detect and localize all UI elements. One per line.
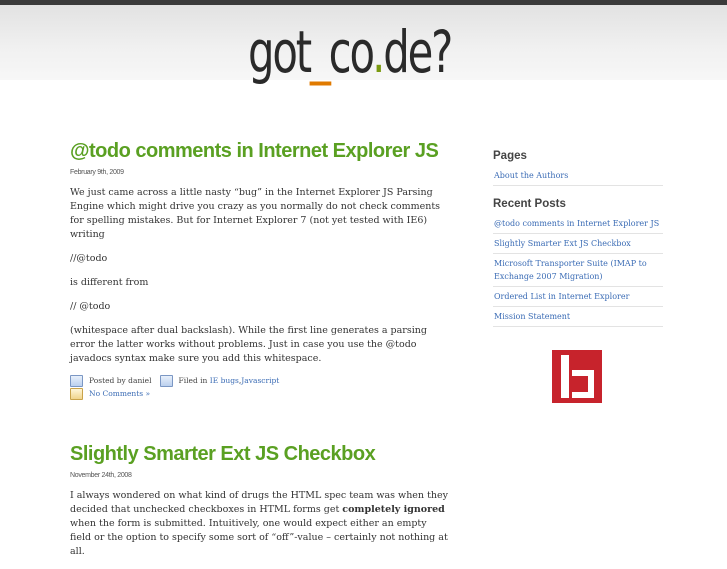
post-1 bbox=[70, 140, 450, 400]
author-icon bbox=[70, 375, 83, 387]
logo-underscore: _ bbox=[309, 18, 329, 86]
post-date: February 9th, 2009 bbox=[70, 169, 124, 176]
filed-in-label: Filed in bbox=[178, 376, 208, 385]
post-body bbox=[70, 489, 450, 559]
site-logo[interactable] bbox=[248, 18, 452, 86]
post-paragraph: //@todo bbox=[70, 253, 108, 264]
comments-icon bbox=[70, 388, 83, 400]
category-link-javascript[interactable]: Javascript bbox=[241, 376, 280, 385]
recent-post-link[interactable]: Ordered List in Internet Explorer bbox=[493, 287, 663, 307]
post-title[interactable]: @todo comments in Internet Explorer JS bbox=[70, 140, 439, 162]
category-separator: , bbox=[238, 376, 242, 385]
post-date: November 24th, 2008 bbox=[70, 472, 132, 479]
sidebar bbox=[493, 150, 663, 339]
recent-post-link[interactable]: Microsoft Transporter Suite (IMAP to Exchange 2007 Migration) bbox=[493, 254, 663, 287]
recent-posts-heading: Recent Posts bbox=[493, 198, 566, 210]
post-paragraph: I always wondered on what kind of drugs the HTML spec team was when they decided that unchecked checkboxes in HTML forms get completely ignored when the form is submitted. Intuitively, one would expect either an empty field or the option to specify some sort of “off”-value – certainly not nothing at all. bbox=[70, 490, 448, 557]
logo-text-co: co bbox=[328, 18, 373, 86]
pages-list bbox=[493, 166, 663, 186]
recent-post-link[interactable]: Slightly Smarter Ext JS Checkbox bbox=[493, 234, 663, 254]
recent-post-link[interactable]: Mission Statement bbox=[493, 307, 663, 327]
page-link[interactable]: About the Authors bbox=[493, 166, 663, 186]
logo-text-de: de? bbox=[383, 18, 452, 86]
post-paragraph: We just came across a little nasty “bug” in the Internet Explorer JS Parsing Engine which might drive you crazy as you normally do not check comments for spelling mistakes. But for Internet Explorer 7 (not yet tested with IE6) writing bbox=[70, 187, 441, 240]
post-meta bbox=[70, 374, 450, 400]
logo-badge[interactable] bbox=[552, 350, 602, 403]
category-icon bbox=[160, 375, 173, 387]
post-body bbox=[70, 186, 450, 366]
posted-by: Posted by daniel bbox=[89, 376, 152, 385]
comments-link[interactable]: No Comments » bbox=[89, 389, 151, 398]
logo-dot: . bbox=[372, 18, 384, 86]
recent-post-link[interactable]: @todo comments in Internet Explorer JS bbox=[493, 214, 663, 234]
post-paragraph: // @todo bbox=[70, 301, 111, 312]
post-paragraph: (whitespace after dual backslash). While the first line generates a parsing error the latter works without problems. Just in case you use the @todo javadocs syntax make sure you add this whitespace. bbox=[70, 325, 427, 364]
site-header bbox=[0, 5, 727, 86]
post-2 bbox=[70, 443, 450, 569]
category-link-ie-bugs[interactable]: IE bugs bbox=[209, 376, 239, 385]
recent-posts-list bbox=[493, 214, 663, 327]
logo-text-got: got bbox=[248, 18, 310, 86]
post-title[interactable]: Slightly Smarter Ext JS Checkbox bbox=[70, 443, 376, 465]
pages-heading: Pages bbox=[493, 150, 527, 162]
post-paragraph: is different from bbox=[70, 277, 149, 288]
